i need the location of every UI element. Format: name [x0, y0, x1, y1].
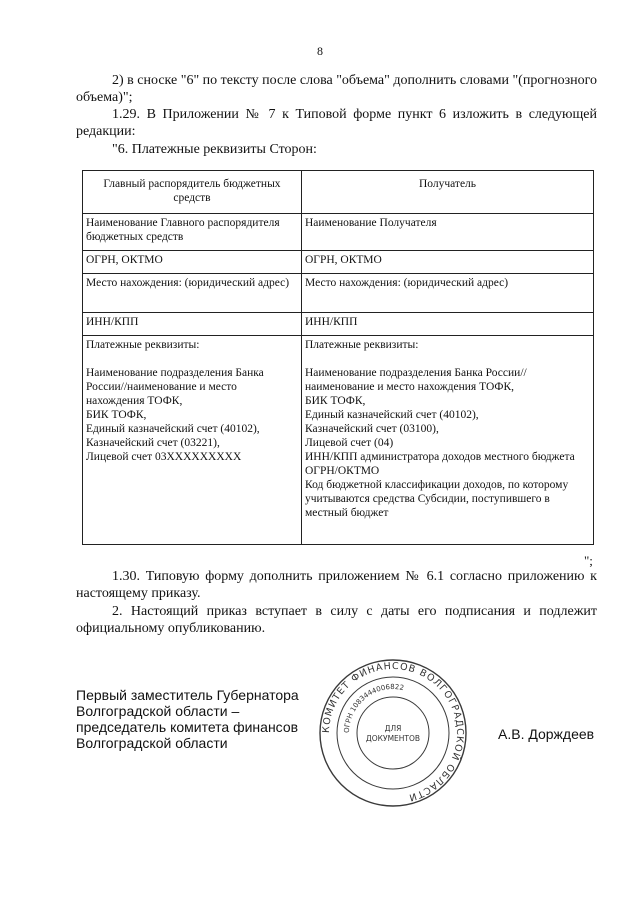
payment-detail-line: ОГРН/ОКТМО	[305, 465, 380, 477]
payment-details-title: Платежные реквизиты:	[305, 339, 419, 351]
paragraph-2-effective-date: 2. Настоящий приказ вступает в силу с даты его подписания и подлежит официальному опубликованию.	[76, 604, 597, 636]
payment-detail-line: БИК ТОФК,	[86, 409, 147, 421]
paragraph-1-29: 1.29. В Приложении № 7 к Типовой форме пункт 6 изложить в следующей редакции:	[76, 107, 597, 139]
seal-center-line: ДОКУМЕНТОВ	[365, 734, 421, 743]
header-recipient: Получатель	[302, 171, 594, 214]
table-row	[83, 251, 594, 274]
seal-center-line: ДЛЯ	[384, 724, 402, 733]
table-cell: Место нахождения: (юридический адрес)	[83, 274, 302, 313]
signatory-position-line: Волгоградской области	[76, 735, 228, 751]
table-cell: ОГРН, ОКТМО	[83, 251, 302, 274]
table-cell: ИНН/КПП	[302, 313, 594, 336]
table-row	[83, 274, 594, 313]
table-cell: ИНН/КПП	[83, 313, 302, 336]
table-cell: Наименование Главного распорядителя бюджетных средств	[83, 214, 302, 251]
payment-detail-line: ИНН/КПП администратора доходов местного бюджета	[305, 451, 575, 463]
signatory-name: А.В. Дорждеев	[498, 726, 595, 742]
payment-detail-line: Лицевой счет (04)	[305, 437, 394, 449]
paragraph-1-30: 1.30. Типовую форму дополнить приложением № 6.1 согласно приложению к настоящему приказу.	[76, 569, 597, 601]
seal-inner-text: ОГРН 1083444006822	[342, 682, 405, 734]
payment-detail-line: Казначейский счет (03221),	[86, 437, 220, 449]
payment-detail-line: Наименование подразделения Банка России//наименование и место нахождения ТОФК,	[86, 367, 264, 407]
payment-details-left	[83, 336, 302, 545]
signatory-position-line: председатель комитета финансов	[76, 719, 299, 735]
payment-details-title: Платежные реквизиты:	[86, 339, 200, 351]
table-cell: Наименование Получателя	[302, 214, 594, 251]
paragraph-footnote-amendment: 2) в сноске "6" по тексту после слова "объема" дополнить словами "(прогнозного объема)";	[76, 73, 597, 105]
signatory-position-line: Первый заместитель Губернатора	[76, 687, 299, 703]
table-row	[83, 313, 594, 336]
payment-requisites-table	[82, 170, 594, 545]
table-cell: Место нахождения: (юридический адрес)	[302, 274, 594, 313]
payment-detail-line: Единый казначейский счет (40102),	[86, 423, 260, 435]
table-row-payment-details	[83, 336, 594, 545]
paragraph-section-6-title: "6. Платежные реквизиты Сторон:	[112, 142, 317, 157]
payment-details-right	[302, 336, 594, 545]
header-chief-distributor: Главный распорядитель бюджетных средств	[83, 171, 302, 214]
payment-detail-line: Единый казначейский счет (40102),	[305, 409, 479, 421]
payment-detail-line: Наименование подразделения Банка России//наименование и место нахождения ТОФК,	[305, 367, 527, 393]
signatory-position-line: Волгоградской области –	[76, 703, 240, 719]
payment-detail-line: БИК ТОФК,	[305, 395, 366, 407]
table-header-row	[83, 171, 594, 214]
payment-detail-line: Лицевой счет 03XXXXXXXXX	[86, 451, 242, 463]
table-row	[83, 214, 594, 251]
seal-outer-text: КОМИТЕТ ФИНАНСОВ ВОЛГОГРАДСКОЙ ОБЛАСТИ	[320, 660, 466, 804]
official-seal-stamp	[318, 658, 468, 808]
payment-detail-line: Код бюджетной классификации доходов, по которому учитываются средства Субсидии, поступившего в местный бюджет	[305, 479, 569, 519]
quote-close-mark: ";	[584, 553, 593, 568]
signatory-position	[76, 687, 299, 751]
table-cell: ОГРН, ОКТМО	[302, 251, 594, 274]
payment-detail-line: Казначейский счет (03100),	[305, 423, 439, 435]
page-number: 8	[317, 44, 323, 58]
